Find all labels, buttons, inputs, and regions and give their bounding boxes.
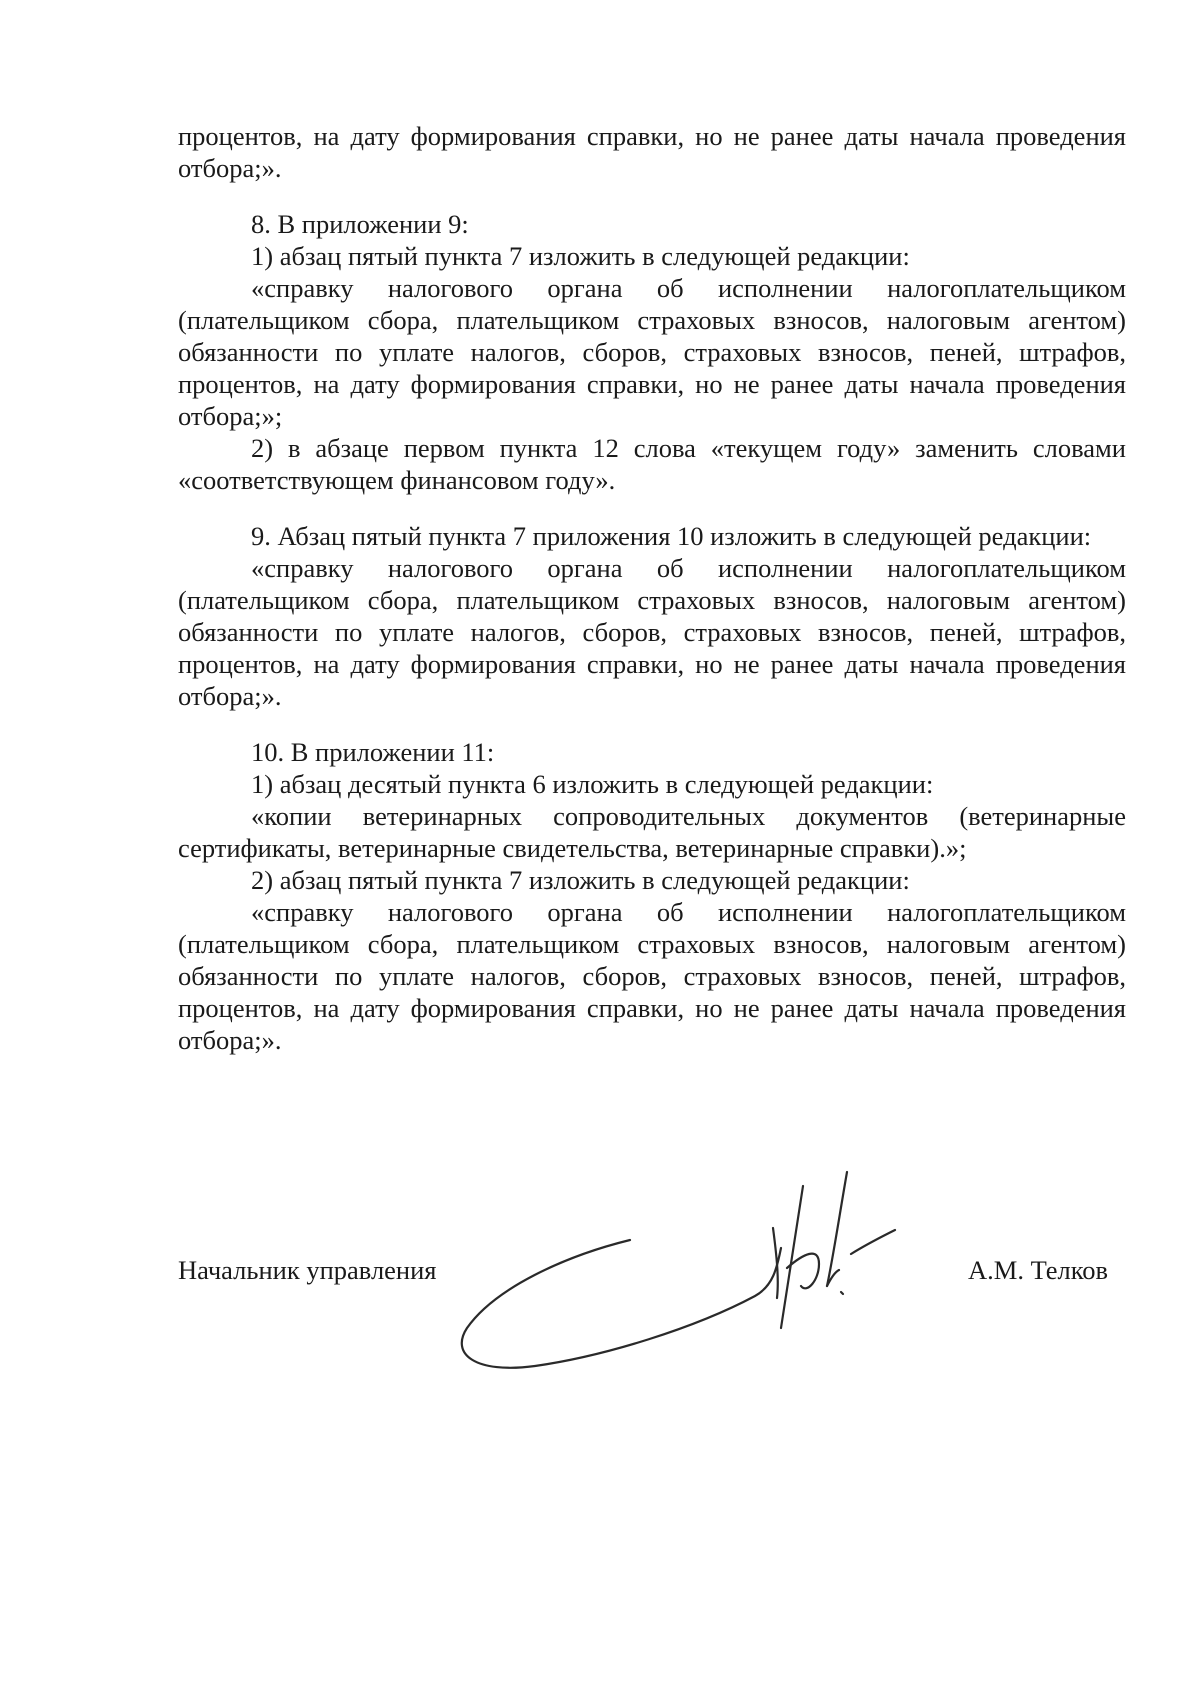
item-10-quote-2: «справку налогового органа об исполнении налогоплательщиком (плательщиком сбора, плательщиком страховых взносов, налоговым агентом) обязанности по уплате налогов, сборов, страховых взносов, пеней, штрафов, процентов, на дату формирования справки, но не ранее даты начала проведения отбора;». [178,897,1126,1055]
item-9-quote: «справку налогового органа об исполнении налогоплательщиком (плательщиком сбора, плательщиком страховых взносов, налоговым агентом) обязанности по уплате налогов, сборов, страховых взносов, пеней, штрафов, процентов, на дату формирования справки, но не ранее даты начала проведения отбора;». [178,553,1126,711]
signatory-title: Начальник управления [178,1255,437,1285]
item-8-sub-1: 1) абзац пятый пункта 7 изложить в следующей редакции: [251,241,910,271]
item-8-heading: 8. В приложении 9: [251,209,469,239]
document-body [178,120,1126,1056]
handwritten-signature [455,1168,935,1388]
signatory-name: А.М. Телков [968,1255,1109,1285]
paragraph-continuation: процентов, на дату формирования справки, но не ранее даты начала проведения отбора;». [178,121,1126,183]
item-10-sub-1: 1) абзац десятый пункта 6 изложить в следующей редакции: [251,769,934,799]
item-10-sub-2: 2) абзац пятый пункта 7 изложить в следующей редакции: [251,865,910,895]
item-9-heading: 9. Абзац пятый пункта 7 приложения 10 изложить в следующей редакции: [251,521,1092,551]
item-10-heading: 10. В приложении 11: [251,737,495,767]
item-10-quote-1: «копии ветеринарных сопроводительных документов (ветеринарные сертификаты, ветеринарные свидетельства, ветеринарные справки).»; [178,801,1126,863]
item-8-quote: «справку налогового органа об исполнении налогоплательщиком (плательщиком сбора, плательщиком страховых взносов, налоговым агентом) обязанности по уплате налогов, сборов, страховых взносов, пеней, штрафов, процентов, на дату формирования справки, но не ранее даты начала проведения отбора;»; [178,273,1126,431]
item-8-sub-2: 2) в абзаце первом пункта 12 слова «текущем году» заменить словами «соответствующем финансовом году». [178,433,1126,495]
